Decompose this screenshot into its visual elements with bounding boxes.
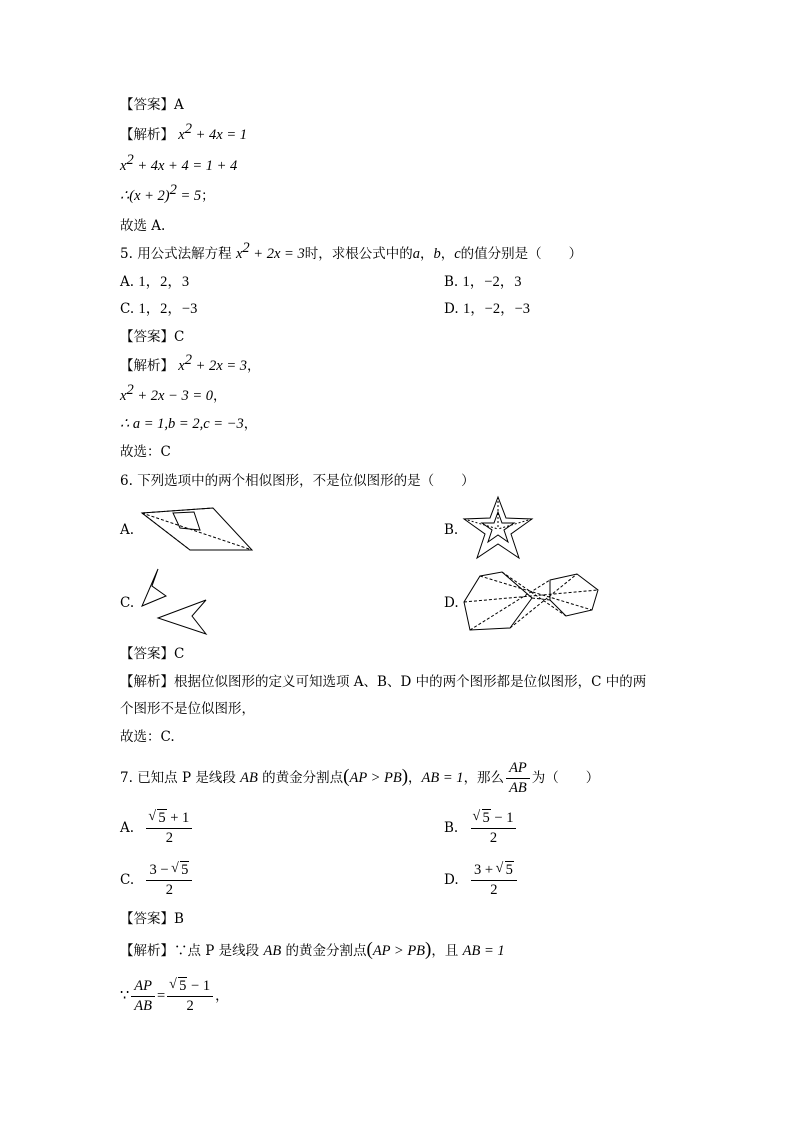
- dashed-ray: [480, 576, 592, 610]
- q7-option-c[interactable]: [120, 860, 194, 900]
- segment-ab: AB: [263, 943, 282, 959]
- answer-value: C: [174, 329, 185, 345]
- equation: $x^2 + 4x + 4 = 1 + 4$: [120, 152, 238, 174]
- answer-tag: 【答案】: [120, 97, 174, 113]
- q4-analysis-line1: [120, 121, 248, 145]
- stem-text: 时，求根公式中的: [304, 246, 413, 262]
- q6-analysis-line1: [120, 672, 646, 692]
- question-number: 7.: [120, 770, 133, 786]
- condition-ab: AB = 1: [421, 770, 464, 786]
- small-arrow-shape: [142, 569, 166, 606]
- condition: (AP > PB): [366, 939, 432, 960]
- condition-ab: AB = 1: [462, 943, 505, 959]
- q6-option-d-label[interactable]: D.: [444, 595, 459, 611]
- option-label: B.: [444, 274, 459, 290]
- var-c: c: [454, 246, 461, 262]
- option-label: A.: [120, 274, 135, 290]
- large-arrow-shape: [158, 600, 206, 634]
- var-a: a: [412, 246, 420, 262]
- q6-answer: [120, 644, 184, 664]
- q7-analysis-line1: [120, 940, 505, 961]
- analysis-tag: 【解析】: [120, 674, 174, 690]
- option-text: 1，2，3: [138, 274, 190, 290]
- q6-conclusion: 故选：C.: [120, 729, 175, 745]
- analysis-tag: 【解析】: [120, 127, 174, 143]
- q7-option-b[interactable]: [444, 808, 518, 848]
- q4-answer: [120, 95, 184, 115]
- q5-answer: [120, 327, 184, 347]
- stem-text: 下列选项中的两个相似图形，不是位似图形的是（ ）: [137, 473, 475, 489]
- q7-stem: [120, 760, 599, 797]
- q6-figure-d: [462, 570, 602, 634]
- option-label: D.: [444, 301, 459, 317]
- answer-value: C: [174, 646, 185, 662]
- equation: ∴(x + 2)$^2$ = 5: [120, 182, 202, 204]
- q7-option-a[interactable]: [120, 808, 194, 848]
- option-label: D.: [444, 872, 459, 888]
- segment-ab: AB: [240, 770, 258, 786]
- option-fraction: √ $\frac{5 + 1}{2}$: [146, 810, 192, 847]
- q5-option-d[interactable]: [444, 299, 530, 319]
- option-fraction: $\frac{3 - √ 5}{2}$: [146, 862, 192, 899]
- fraction-ap-ab: $\frac{AP}{AB}$: [131, 978, 155, 1015]
- option-text: 1，2，−3: [138, 301, 198, 317]
- analysis-tag: 【解析】: [120, 358, 174, 374]
- q6-option-c-label[interactable]: C.: [120, 595, 135, 611]
- stem-text: 的黄金分割点: [262, 770, 344, 786]
- q7-option-d[interactable]: [444, 860, 519, 900]
- answer-tag: 【答案】: [120, 646, 174, 662]
- equation: $x^2 + 2x = 3$: [235, 240, 305, 262]
- stem-text: 的值分别是（ ）: [460, 246, 583, 262]
- option-text: 1，−2，−3: [462, 301, 531, 317]
- stem-text: 为（ ）: [531, 770, 600, 786]
- equation: $x^2 + 4x = 1$: [178, 121, 248, 143]
- stem-text: 已知点 P 是线段: [137, 770, 236, 786]
- option-fraction: √ $\frac{5 - 1}{2}$: [471, 810, 517, 847]
- analysis-text: 的黄金分割点: [285, 943, 367, 959]
- dashed-ray: [142, 508, 213, 513]
- option-fraction: $\frac{3 + √ 5}{2}$: [471, 862, 517, 899]
- q5-option-c[interactable]: [120, 299, 197, 319]
- result-fraction: √ $\frac{5 - 1}{2}$: [167, 978, 213, 1015]
- q4-conclusion: 故选 A.: [120, 218, 166, 234]
- separator: ，: [440, 246, 455, 262]
- answer-value: A: [174, 97, 184, 113]
- question-number: 6.: [120, 473, 133, 489]
- fraction-ap-ab: $\frac{AP}{AB}$: [506, 760, 530, 797]
- stem-text: 用公式法解方程: [137, 246, 232, 262]
- q5-option-b[interactable]: [444, 272, 521, 292]
- option-text: 1，−2，3: [462, 274, 522, 290]
- stem-text: ，那么: [463, 770, 505, 786]
- q6-analysis-line2: 个图形不是位似图形，: [120, 701, 255, 717]
- analysis-text: ，且: [431, 943, 459, 959]
- dashed-ray: [498, 519, 532, 529]
- equation: $x^2 + 2x = 3$: [178, 352, 248, 374]
- q5-analysis-line3: ∴ a = 1,b = 2,c = −3，: [120, 416, 258, 432]
- q7-answer: [120, 909, 184, 929]
- q5-analysis-line2: $x^2 + 2x - 3 = 0$，: [120, 382, 227, 404]
- q5-conclusion: 故选：C: [120, 444, 171, 460]
- question-number: 5.: [120, 246, 133, 262]
- q5-option-a[interactable]: [120, 272, 189, 292]
- condition: (AP > PB): [343, 766, 409, 787]
- q6-figure-b: [462, 495, 534, 561]
- option-label: B.: [444, 820, 459, 836]
- analysis-tag: 【解析】: [120, 943, 174, 959]
- analysis-text: 根据位似图形的定义可知选项 A、B、D 中的两个图形都是位似图形，C 中的两: [174, 674, 647, 690]
- option-label: C.: [120, 872, 135, 888]
- q4-analysis-line3: ∴(x + 2)$^2$ = 5；: [120, 182, 215, 204]
- q7-analysis-line2: ∵ $\frac{AP}{AB}$ = √ $\frac{5 - 1}{2}$ ，: [120, 974, 229, 1018]
- q6-option-b-label[interactable]: B.: [444, 522, 459, 538]
- q6-figure-a: [138, 500, 258, 555]
- q5-analysis-line1: 【解析】 $x^2 + 2x = 3$，: [120, 352, 261, 374]
- analysis-text: ∵点 P 是线段: [174, 943, 260, 959]
- answer-tag: 【答案】: [120, 911, 174, 927]
- equation: ∴ a = 1,b = 2,c = −3: [120, 416, 244, 432]
- q6-stem: [120, 471, 475, 491]
- stem-text: ，: [408, 770, 422, 786]
- var-b: b: [433, 246, 441, 262]
- small-quadrilateral: [173, 512, 200, 530]
- answer-tag: 【答案】: [120, 329, 174, 345]
- q6-figure-c: [138, 566, 213, 638]
- q6-option-a-label[interactable]: A.: [120, 522, 135, 538]
- q4-analysis-line2: [120, 152, 238, 176]
- option-label: C.: [120, 301, 135, 317]
- dashed-ray: [464, 519, 498, 529]
- answer-value: B: [174, 911, 184, 927]
- q5-stem: [120, 240, 583, 264]
- option-label: A.: [120, 820, 135, 836]
- large-quadrilateral: [142, 508, 252, 550]
- equation: $x^2 + 2x - 3 = 0$: [120, 382, 213, 404]
- separator: ，: [419, 246, 434, 262]
